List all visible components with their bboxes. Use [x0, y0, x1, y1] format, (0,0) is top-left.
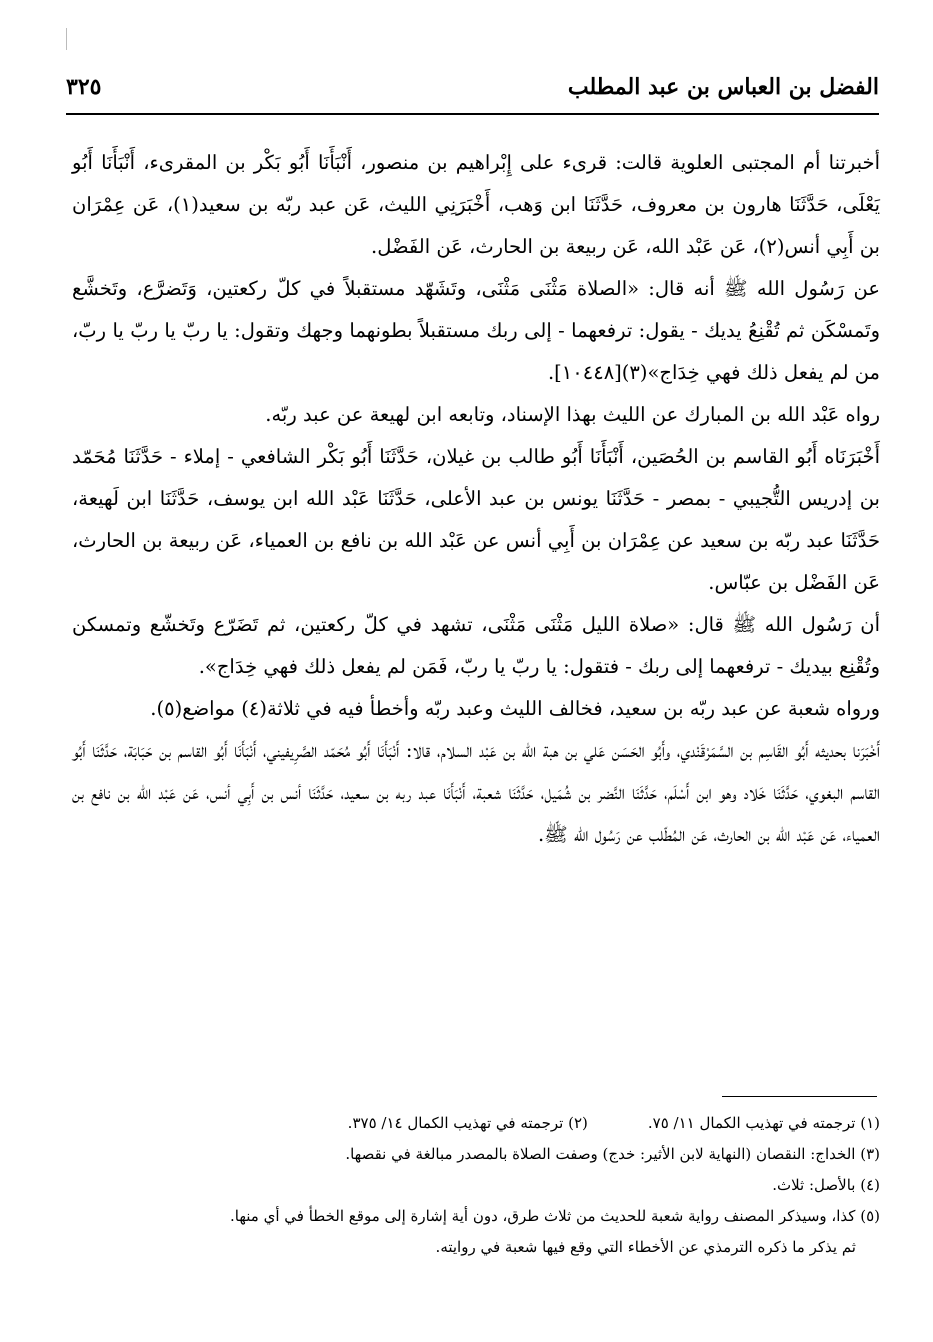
paragraph-5: أن رَسُول الله ﷺ قال: «صلاة الليل مَثْنَى مَثْنَى، تشهد في كلّ ركعتين، ثم تَضَرّع وتَخشّع وتمسكن وتُقْنِع بيديك - ترفعهما إلى ربك - فتقول: يا ربّ يا ربّ، فَمَن لم يفعل ذلك فهي خِدَاج». [72, 613, 880, 678]
paragraph-3: رواه عَبْد الله بن المبارك عن الليث بهذا الإسناد، وتابعه ابن لهيعة عن عبد ربّه. [265, 403, 880, 426]
header-rule [66, 113, 879, 115]
footnote-3: (٣) الخداج: النقصان (النهاية لابن الأثير: خدج) وصفت الصلاة بالمصدر مبالغة في نقصها. [345, 1145, 880, 1163]
main-text [72, 142, 880, 856]
footnotes [110, 1108, 880, 1263]
footnote-1: (١) ترجمته في تهذيب الكمال ١١/ ٧٥. [647, 1114, 880, 1132]
footnote-4: (٤) بالأصل: ثلاث. [772, 1176, 880, 1194]
scan-margin-mark [66, 28, 67, 50]
running-head: الفضل بن العباس بن عبد المطلب [567, 74, 879, 100]
page-number: ٣٢٥ [66, 74, 102, 100]
footnote-5: (٥) كذا، وسيذكر المصنف رواية شعبة للحديث من ثلاث طرق، دون أية إشارة إلى موقع الخطأ في أي منها. [230, 1207, 880, 1225]
footnote-5-continuation: ثم يذكر ما ذكره الترمذي عن الأخطاء التي وقع فيها شعبة في روايته. [435, 1238, 856, 1256]
page-header [66, 68, 879, 112]
footnote-row-1-2 [110, 1108, 880, 1139]
footnote-rule [722, 1096, 877, 1097]
paragraph-7: أَخْبَرَنا بحديثه أَبُو القَاسِم بن السَّمَرْقَنْدي، وأَبُو الحَسَن عَلي بن هبة الله بن عَبْد السلام، قالا: أَنْبَأَنَا أَبُو مُحَمّد الصَّرِيفيني، أَنْبَأَنَا أَبُو القاسم بن حَبَابَة، حَدَّثَنَا أَبُو القاسم البغوي، حَدَّثَنَا خَلاد وهو ابن أَسْلَم، حَدَّثَنَا النَّضر بن شُمَيل، حَدَّثَنَا شعبة، أَنْبَأَنَا عبد ربه بن سعيد، حَدَّثَنَا أنس بن أَبِي أنس، عَن عَبْد الله بن نافع بن العمياء، عَن عَبْد الله بن الحارث، عَن المُطّلب عن رَسُول الله ﷺ. [72, 739, 880, 846]
paragraph-6: ورواه شعبة عن عبد ربّه بن سعيد، فخالف الليث وعبد ربّه وأخطأ فيه في ثلاثة(٤) مواضع(٥). [150, 697, 880, 720]
footnote-2: (٢) ترجمته في تهذيب الكمال ١٤/ ٣٧٥. [347, 1114, 588, 1132]
paragraph-4: أَخْبَرَنَاه أَبُو القاسم بن الحُصَين، أَنْبَأَنَا أَبُو طالب بن غيلان، حَدَّثَنَا أَبُو بَكْر الشافعي - إملاء - حَدَّثَنَا مُحَمّد بن إدريس التُّجيبي - بمصر - حَدَّثَنَا يونس بن عبد الأعلى، حَدَّثَنَا عَبْد الله ابن يوسف، حَدَّثَنَا ابن لَهيعة، حَدَّثَنَا عبد ربّه بن سعيد عن عِمْرَان بن أَبِي أنس عن عَبْد الله بن نافع بن العمياء، عَن ربيعة بن الحارث، عَن الفَضْل بن عبّاس. [72, 445, 880, 594]
paragraph-2: عن رَسُول الله ﷺ أنه قال: «الصلاة مَثْنَى مَثْنَى، وتَشَهّد مستقبلاً في كلّ ركعتين، وَتَضرَّع، وتَخشَّع وتَمسْكَن ثم تُقْنِعُ يديك - يقول: ترفعهما - إلى ربك مستقبلاً بطونهما وجهك وتقول: يا ربّ يا ربّ يا ربّ، من لم يفعل ذلك فهي خِدَاج»(٣)[١٠٤٤٨]. [72, 277, 880, 384]
paragraph-1: أخبرتنا أم المجتبى العلوية قالت: قرىء على إِبْراهيم بن منصور، أَنْبَأَنَا أَبُو بَكْر بن المقرىء، أَنْبَأَنَا أَبُو يَعْلَى، حَدَّثَنَا هارون بن معروف، حَدَّثَنَا ابن وَهب، أَخْبَرَنِي الليث، عَن عبد ربّه بن سعيد(١)، عَن عِمْرَان بن أَبِي أنس(٢)، عَن عَبْد الله، عَن ربيعة بن الحارث، عَن الفَضْل. [72, 151, 880, 258]
